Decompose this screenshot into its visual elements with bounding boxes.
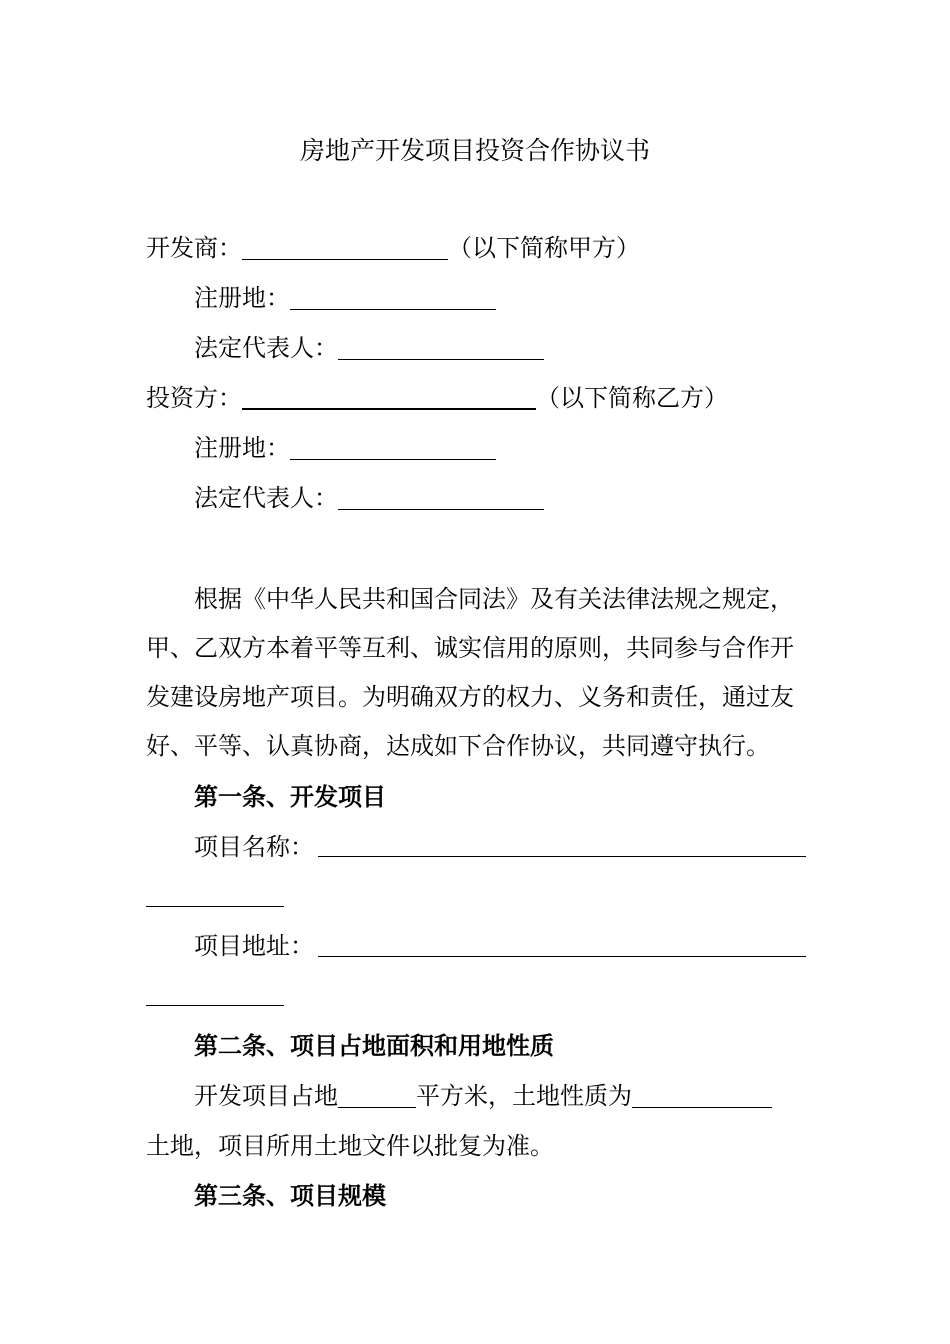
developer-label: 开发商： — [146, 234, 242, 262]
land-text-cont: 土地，项目所用土地文件以批复为准。 — [146, 1132, 554, 1160]
project-address-blank-cont[interactable] — [146, 1005, 284, 1006]
investor-suffix: （以下简称乙方） — [536, 384, 728, 412]
developer-rep-blank[interactable] — [338, 335, 544, 360]
preamble-line-3: 发建设房地产项目。为明确双方的权力、义务和责任，通过友 — [146, 683, 794, 711]
developer-reg-row — [194, 283, 496, 313]
preamble-line-4: 好、平等、认真协商，达成如下合作协议，共同遵守执行。 — [146, 732, 770, 760]
preamble-line-1: 根据《中华人民共和国合同法》及有关法律法规之规定， — [194, 585, 794, 613]
investor-reg-row — [194, 433, 496, 463]
project-name-blank-cont[interactable] — [146, 906, 284, 907]
investor-row — [146, 383, 728, 413]
investor-reg-label: 注册地： — [194, 434, 290, 462]
land-area-text: 开发项目占地 — [194, 1082, 338, 1110]
article-3-heading: 第三条、项目规模 — [194, 1182, 386, 1210]
article-1-heading: 第一条、开发项目 — [194, 783, 386, 811]
land-area-row — [194, 1081, 772, 1111]
land-nature-text: 平方米，土地性质为 — [416, 1082, 632, 1110]
investor-rep-row — [194, 483, 544, 513]
preamble-line-2: 甲、乙双方本着平等互利、诚实信用的原则，共同参与合作开 — [146, 634, 794, 662]
investor-rep-label: 法定代表人： — [194, 484, 338, 512]
developer-reg-blank[interactable] — [290, 285, 496, 310]
document-title: 房地产开发项目投资合作协议书 — [299, 136, 650, 165]
article-2-heading: 第二条、项目占地面积和用地性质 — [194, 1032, 554, 1060]
project-name-label: 项目名称： — [194, 833, 314, 861]
investor-rep-blank[interactable] — [338, 485, 544, 510]
land-area-blank[interactable] — [338, 1083, 416, 1108]
developer-rep-label: 法定代表人： — [194, 334, 338, 362]
project-address-label: 项目地址： — [194, 932, 314, 960]
land-nature-blank[interactable] — [632, 1083, 772, 1108]
developer-reg-label: 注册地： — [194, 284, 290, 312]
investor-label: 投资方： — [146, 384, 242, 412]
developer-suffix: （以下简称甲方） — [448, 234, 640, 262]
investor-blank[interactable] — [242, 384, 536, 410]
developer-rep-row — [194, 333, 544, 363]
investor-reg-blank[interactable] — [290, 435, 496, 460]
project-address-blank[interactable] — [318, 956, 806, 957]
developer-blank[interactable] — [242, 235, 448, 260]
project-name-blank[interactable] — [318, 856, 806, 857]
developer-row — [146, 233, 640, 263]
